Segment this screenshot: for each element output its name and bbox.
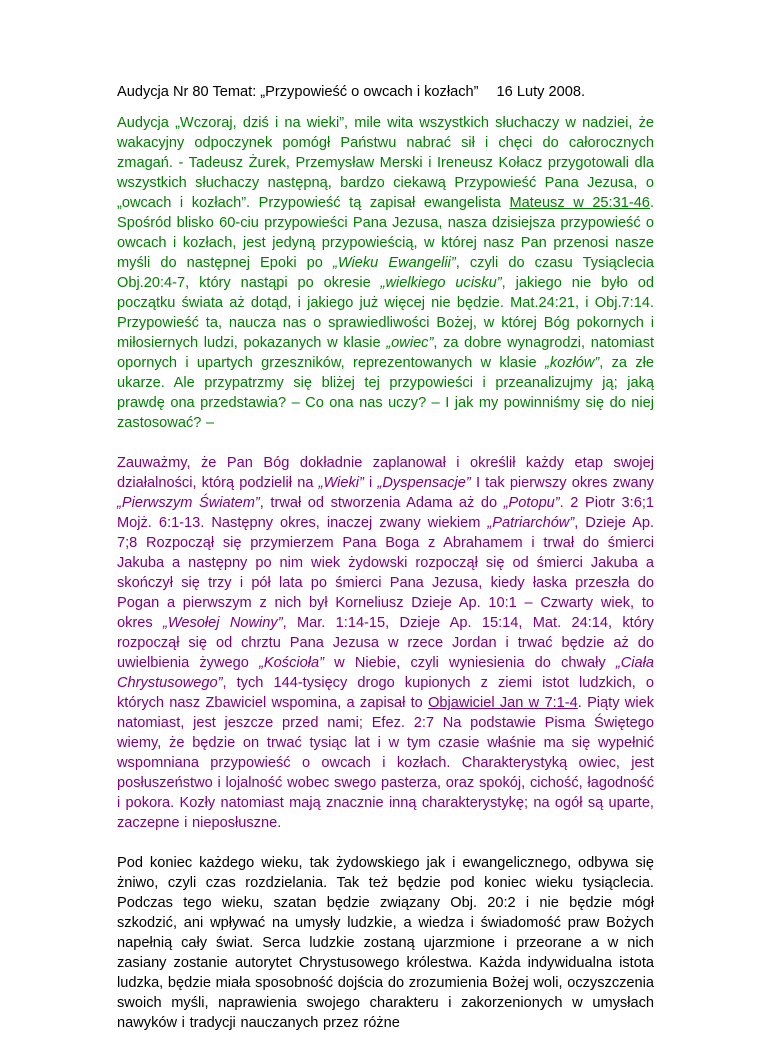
p2-text-i: , tych 144-tysięcy drogo kupionych z ziemi istot ludzkich, o których nasz Zbawiciel wspomina, a zapisał to (117, 675, 654, 711)
paragraph-harvest: Pod koniec każdego wieku, tak żydowskiego jak i ewangelicznego, odbywa się żniwo, czyli czas rozdzielania. Tak też będzie pod koniec wieku tysiąclecia. Podczas tego wieku, szatan będzie związany Obj. 20:2 i nie będzie mógł szkodzić, ani wpływać na umysły ludzkie, a wiedza i świadomość praw Bożych napełnią cały świat. Serca ludzkie zostaną ujarzmione i przeorane a w nich zasiany zostanie autorytet Chrystusowego królestwa. Każda indywidualna istota ludzka, będzie miała sposobność dojścia do zrozumienia Bożej woli, oczyszczenia swoich myśli, naprawienia swojego charakteru i zakorzenionych w umysłach nawyków i tradycji nauczanych przez różne (117, 855, 654, 1031)
p2-italic-8: „Ciała Chrystusowego” (117, 655, 654, 691)
document-date: 16 Luty 2008. (496, 84, 585, 100)
document-page (117, 82, 654, 1053)
p2-italic-5: „Patriarchów” (487, 515, 575, 531)
p2-reference-link[interactable]: Objawiciel Jan w 7:1-4 (428, 695, 578, 711)
p2-italic-4: „Potopu” (503, 495, 560, 511)
p2-text-f: , Dzieje Ap. 7;8 Rozpoczął się przymierzem Pana Boga z Abrahamem i trwał do śmierci Jakuba a następny po nim wiek żydowski rozpoczął się od śmierci Jakuba a skończył się trzy i pół lata po śmierci Pana Jezusa, kiedy łaska przeszła do Pogan a pierwszym z nich był Korneliusz Dzieje Ap. 10:1 – Czwarty wiek, to okres (117, 515, 654, 631)
p1-text-f: , za złe ukarze. Ale przypatrzmy się bliżej tej przypowieści i przeanalizujmy ją; jaką prawdę ona przedstawia? – Co ona nas uczy? – I jak my powinniśmy się do niej zastosować? – (117, 355, 654, 431)
p2-italic-3: „Pierwszym Światem” (117, 495, 260, 511)
p2-text-b: i (363, 475, 378, 491)
p2-italic-2: „Dyspensacje” (377, 475, 471, 491)
paragraph-intro (117, 113, 654, 433)
paragraph-ages (117, 453, 654, 833)
p2-text-e: . 2 Piotr 3:6;1 Mojż. 6:1-13. Następny okres, inaczej zwany wiekiem (117, 495, 654, 531)
p1-text-e: , za dobre wynagrodzi, natomiast opornych i upartych grzeszników, reprezentowanych w klasie (117, 335, 654, 371)
p1-italic-2: „wielkiego ucisku” (380, 275, 502, 291)
p1-text-c: , czyli do czasu Tysiąclecia Obj.20:4-7, który nastąpi po okresie (117, 255, 654, 291)
p2-text-a: Zauważmy, że Pan Bóg dokładnie zaplanował i określił każdy etap swojej działalności, którą podzielił na (117, 455, 654, 491)
p1-italic-1: „Wieku Ewangelii” (333, 255, 456, 271)
p2-text-h: w Niebie, czyli wyniesienia do chwały (323, 655, 616, 671)
p2-italic-6: „Wesołej Nowiny” (163, 615, 283, 631)
p1-italic-4: „kozłów” (544, 355, 600, 371)
p2-text-g: , Mar. 1:14-15, Dzieje Ap. 15:14, Mat. 24:14, który rozpoczął się od chrztu Pana Jezusa w rzece Jordan i trwać będzie aż do uwielbienia żywego (117, 615, 654, 671)
p1-text-d: , jakiego nie było od początku świata aż dotąd, i jakiego już więcej nie będzie. Mat.24:21, i Obj.7:14. Przypowieść ta, naucza nas o sprawiedliwości Bożej, w której Bóg pokornych i miłosiernych ludzi, pokazanych w klasie (117, 275, 654, 351)
p1-text-a: Audycja „Wczoraj, dziś i na wieki”, mile wita wszystkich słuchaczy w nadziei, że wakacyjny odpoczynek pomógł Państwu nabrać sił i chęci do całorocznych zmagań. - Tadeusz Żurek, Przemysław Merski i Ireneusz Kołacz przygotowali dla wszystkich słuchaczy następną, bardzo ciekawą Przypowieść Pana Jezusa, o „owcach i kozłach”. Przypowieść tą zapisał ewangelista (117, 115, 654, 211)
document-heading (117, 82, 654, 102)
p2-text-d: , trwał od stworzenia Adama aż do (259, 495, 504, 511)
p2-italic-7: „Kościoła” (259, 655, 324, 671)
p1-italic-3: „owiec” (386, 335, 434, 351)
document-title: Audycja Nr 80 Temat: „Przypowieść o owcach i kozłach” (117, 84, 479, 100)
p1-text-b: . Spośród blisko 60-ciu przypowieści Pana Jezusa, nasza dzisiejsza przypowieść o owcach i kozłach, jest jedyną przypowieścią, w której nasz Pan przenosi nasze myśli do następnej Epoki po (117, 195, 654, 271)
p2-italic-1: „Wieki” (318, 475, 364, 491)
p2-text-j: . Piąty wiek natomiast, jest jeszcze przed nami; Efez. 2:7 Na podstawie Pisma Świętego wiemy, że będzie on trwać tysiąc lat i w tym czasie właśnie ma się wypełnić wspomniana przypowieść o owcach i kozłach. Charakterystyką owiec, jest posłuszeństwo i lojalność wobec swego pasterza, oraz spokój, cichość, łagodność i pokora. Kozły natomiast mają znacznie inną charakterystykę; na ogół są uparte, zaczepne i nieposłuszne. (117, 695, 654, 831)
p2-text-c: I tak pierwszy okres zwany (470, 475, 654, 491)
p1-reference-link[interactable]: Mateusz w 25:31-46 (509, 195, 650, 211)
